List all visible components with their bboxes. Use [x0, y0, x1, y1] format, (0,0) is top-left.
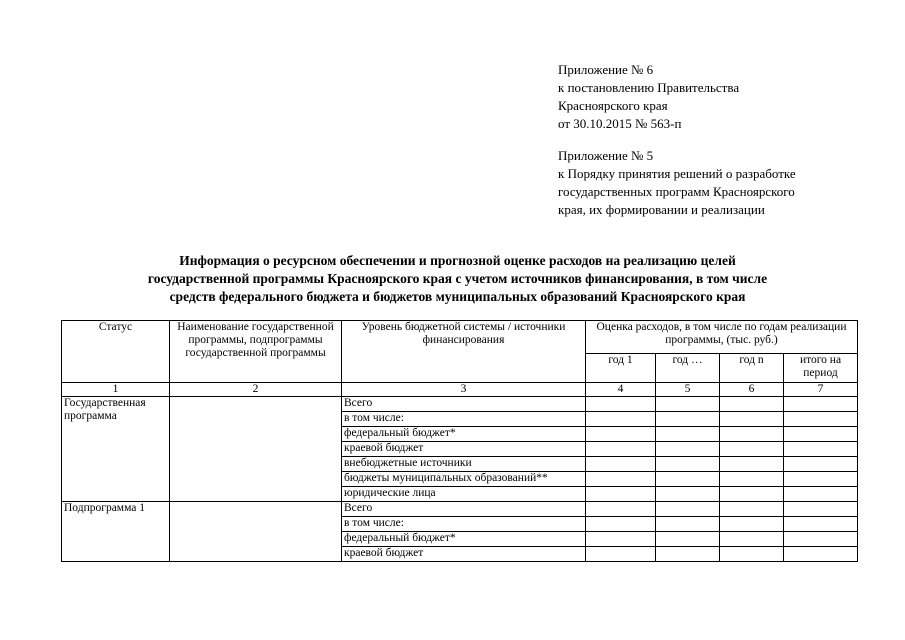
amount-cell [720, 427, 784, 442]
appendix-6-line: от 30.10.2015 № 563-п [558, 116, 682, 131]
header-status: Статус [62, 321, 170, 383]
table-row [62, 397, 858, 412]
column-number: 6 [720, 383, 784, 397]
amount-cell [720, 472, 784, 487]
amount-cell [784, 487, 858, 502]
amount-cell [784, 427, 858, 442]
appendix-6-block [558, 61, 739, 133]
amount-cell [720, 517, 784, 532]
header-total: итого на период [784, 354, 858, 383]
amount-cell [656, 502, 720, 517]
appendix-6-line: Красноярского края [558, 98, 668, 113]
funding-source-cell: федеральный бюджет* [342, 532, 586, 547]
amount-cell [656, 427, 720, 442]
amount-cell [784, 412, 858, 427]
appendix-5-line: к Порядку принятия решений о разработке [558, 166, 796, 181]
appendix-5-block [558, 147, 796, 219]
header-year-n: год n [720, 354, 784, 383]
amount-cell [784, 532, 858, 547]
amount-cell [720, 457, 784, 472]
amount-cell [720, 547, 784, 562]
amount-cell [656, 532, 720, 547]
amount-cell [586, 412, 656, 427]
funding-source-cell: в том числе: [342, 517, 586, 532]
funding-source-cell: Всего [342, 397, 586, 412]
funding-source-cell: краевой бюджет [342, 547, 586, 562]
appendix-5-line: Приложение № 5 [558, 148, 654, 163]
amount-cell [720, 487, 784, 502]
amount-cell [656, 412, 720, 427]
amount-cell [586, 427, 656, 442]
amount-cell [784, 472, 858, 487]
funding-source-cell: бюджеты муниципальных образований** [342, 472, 586, 487]
header-year-etc: год … [656, 354, 720, 383]
column-number: 4 [586, 383, 656, 397]
column-number: 3 [342, 383, 586, 397]
amount-cell [586, 442, 656, 457]
status-cell: Подпрограмма 1 [62, 502, 170, 562]
resource-table [61, 320, 858, 562]
appendix-6-line: Приложение № 6 [558, 62, 654, 77]
column-number: 2 [170, 383, 342, 397]
amount-cell [586, 487, 656, 502]
funding-source-cell: федеральный бюджет* [342, 427, 586, 442]
amount-cell [586, 472, 656, 487]
amount-cell [720, 412, 784, 427]
header-estimate: Оценка расходов, в том числе по годам реализации программы, (тыс. руб.) [586, 321, 858, 354]
amount-cell [656, 547, 720, 562]
amount-cell [586, 502, 656, 517]
title-line: средств федерального бюджета и бюджетов муниципальных образований Красноярского края [169, 289, 746, 304]
header-year-1: год 1 [586, 354, 656, 383]
amount-cell [720, 532, 784, 547]
amount-cell [720, 502, 784, 517]
amount-cell [586, 517, 656, 532]
amount-cell [784, 517, 858, 532]
amount-cell [586, 397, 656, 412]
funding-source-cell: краевой бюджет [342, 442, 586, 457]
appendix-5-line: государственных программ Красноярского [558, 184, 795, 199]
amount-cell [656, 472, 720, 487]
amount-cell [720, 442, 784, 457]
amount-cell [656, 397, 720, 412]
column-number: 5 [656, 383, 720, 397]
amount-cell [656, 487, 720, 502]
amount-cell [720, 397, 784, 412]
table-row [62, 502, 858, 517]
amount-cell [656, 457, 720, 472]
title-line: государственной программы Красноярского края с учетом источников финансирования, в том числе [147, 271, 768, 286]
program-name-cell [170, 397, 342, 502]
header-name: Наименование государственной программы, подпрограммы государственной программы [170, 321, 342, 383]
amount-cell [784, 457, 858, 472]
program-name-cell [170, 502, 342, 562]
amount-cell [656, 517, 720, 532]
funding-source-cell: внебюджетные источники [342, 457, 586, 472]
amount-cell [586, 532, 656, 547]
column-number: 1 [62, 383, 170, 397]
amount-cell [784, 442, 858, 457]
header-level: Уровень бюджетной системы / источники финансирования [342, 321, 586, 383]
amount-cell [784, 547, 858, 562]
amount-cell [784, 397, 858, 412]
title-line: Информация о ресурсном обеспечении и прогнозной оценке расходов на реализацию целей [179, 253, 736, 268]
column-number: 7 [784, 383, 858, 397]
funding-source-cell: юридические лица [342, 487, 586, 502]
amount-cell [586, 457, 656, 472]
document-title [60, 252, 855, 306]
funding-source-cell: Всего [342, 502, 586, 517]
amount-cell [586, 547, 656, 562]
status-cell: Государственная программа [62, 397, 170, 502]
amount-cell [656, 442, 720, 457]
amount-cell [784, 502, 858, 517]
appendix-6-line: к постановлению Правительства [558, 80, 740, 95]
appendix-5-line: края, их формировании и реализации [558, 202, 765, 217]
funding-source-cell: в том числе: [342, 412, 586, 427]
